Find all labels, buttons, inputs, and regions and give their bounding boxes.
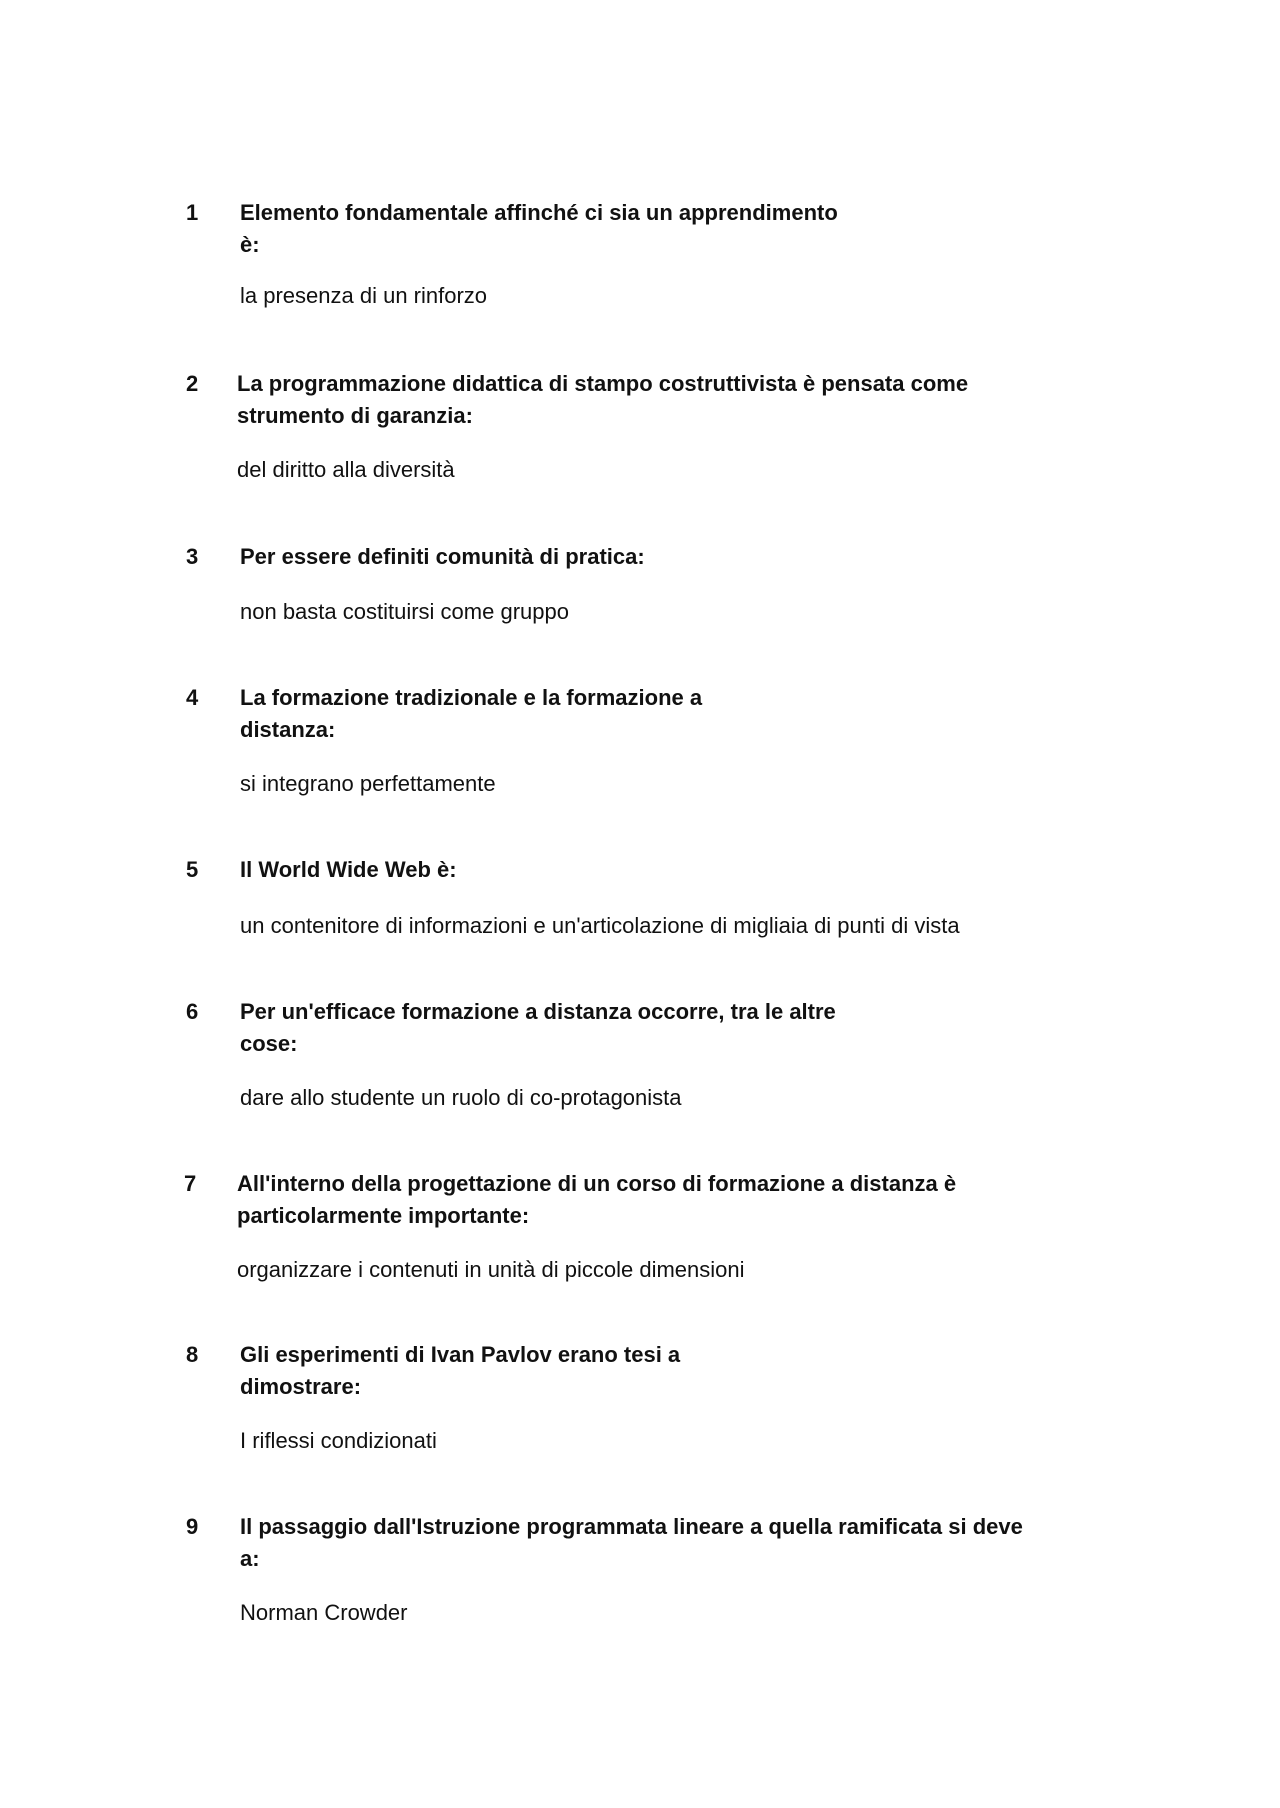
question-text xyxy=(240,996,836,1060)
question-text xyxy=(240,541,645,573)
answer-text: si integrano perfettamente xyxy=(240,771,496,796)
question-line: distanza: xyxy=(240,717,336,742)
question-number: 2 xyxy=(186,371,199,396)
question-line: All'interno della progettazione di un corso di formazione a distanza è xyxy=(237,1171,957,1196)
question-line: strumento di garanzia: xyxy=(237,403,473,428)
answer-text: I riflessi condizionati xyxy=(240,1428,437,1453)
question-text xyxy=(240,682,702,746)
question-number: 1 xyxy=(186,200,199,225)
question-line: La programmazione didattica di stampo costruttivista è pensata come xyxy=(237,371,969,396)
question-line: Il passaggio dall'Istruzione programmata lineare a quella ramificata si deve xyxy=(240,1514,1023,1539)
question-text xyxy=(240,1339,680,1403)
question-number: 6 xyxy=(186,999,199,1024)
question-text xyxy=(240,197,838,261)
answer-text: Norman Crowder xyxy=(240,1600,408,1625)
answer-text: non basta costituirsi come gruppo xyxy=(240,599,569,624)
question-line: è: xyxy=(240,232,260,257)
question-number: 7 xyxy=(184,1171,197,1196)
question-line: a: xyxy=(240,1546,260,1571)
question-line: dimostrare: xyxy=(240,1374,362,1399)
answer-text: del diritto alla diversità xyxy=(237,457,455,482)
question-line: Per essere definiti comunità di pratica: xyxy=(240,544,645,569)
question-text xyxy=(240,1511,1023,1575)
question-text xyxy=(240,854,457,886)
question-line: cose: xyxy=(240,1031,298,1056)
question-line: Per un'efficace formazione a distanza occorre, tra le altre xyxy=(240,999,836,1024)
question-line: Gli esperimenti di Ivan Pavlov erano tesi a xyxy=(240,1342,681,1367)
question-number: 5 xyxy=(186,857,199,882)
question-number: 3 xyxy=(186,544,199,569)
answer-text: la presenza di un rinforzo xyxy=(240,283,488,308)
question-text xyxy=(237,368,968,432)
answer-text: dare allo studente un ruolo di co-protagonista xyxy=(240,1085,682,1110)
question-line: Elemento fondamentale affinché ci sia un apprendimento xyxy=(240,200,838,225)
answer-text: organizzare i contenuti in unità di piccole dimensioni xyxy=(237,1257,745,1282)
question-number: 8 xyxy=(186,1342,199,1367)
question-number: 9 xyxy=(186,1514,199,1539)
question-number: 4 xyxy=(186,685,199,710)
question-line: La formazione tradizionale e la formazione a xyxy=(240,685,703,710)
question-text xyxy=(237,1168,956,1232)
answer-text: un contenitore di informazioni e un'articolazione di migliaia di punti di vista xyxy=(240,913,960,938)
question-line: particolarmente importante: xyxy=(237,1203,530,1228)
question-line: Il World Wide Web è: xyxy=(240,857,457,882)
